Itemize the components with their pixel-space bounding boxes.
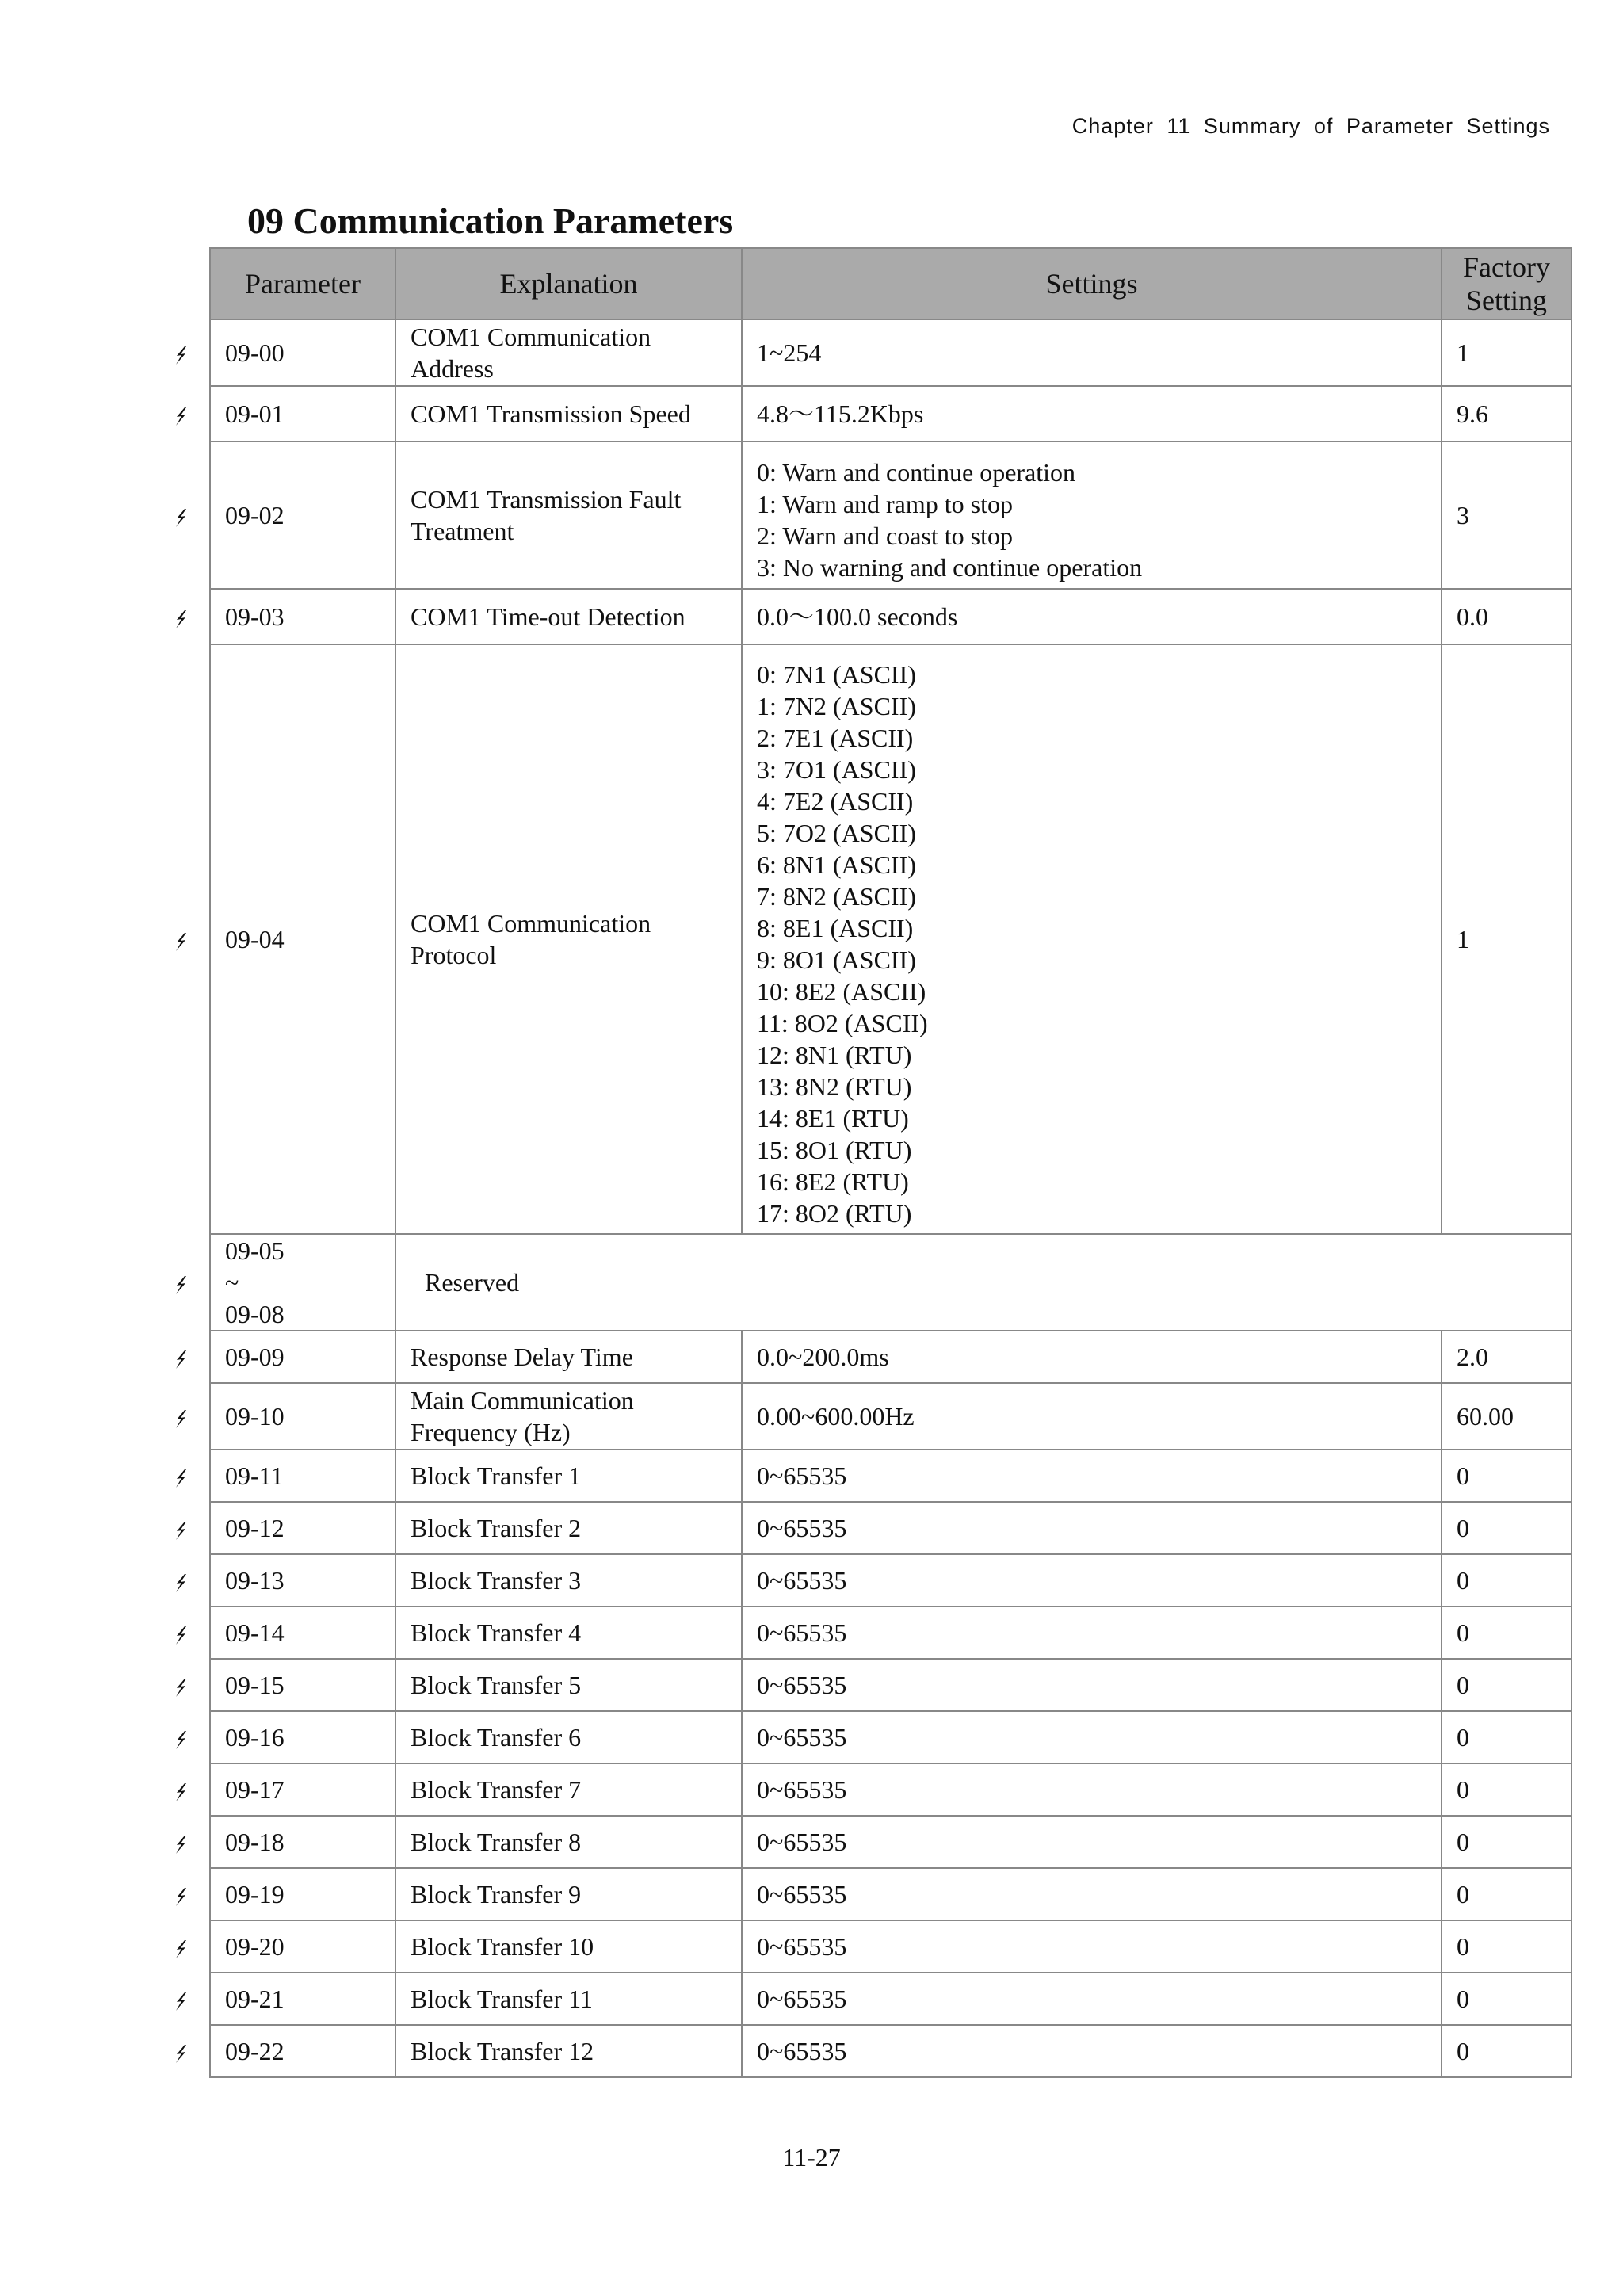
setting-option: 3: No warning and continue operation: [757, 553, 1143, 582]
settings-cell: [742, 1502, 1442, 1554]
table-row: [210, 644, 1571, 1234]
lightning-bolt-icon: [170, 504, 192, 526]
page-number: 11-27: [782, 2143, 841, 2172]
explanation-cell: Block Transfer 9: [395, 1868, 742, 1920]
param-code: 09-05 ~ 09-08: [225, 1236, 285, 1328]
table-row: [210, 1383, 1571, 1450]
lightning-bolt-icon: [170, 1517, 192, 1539]
explanation-cell: COM1 Communication Address: [395, 319, 742, 386]
explanation-cell: Block Transfer 11: [395, 1973, 742, 2025]
lightning-bolt-icon: [170, 1569, 192, 1591]
settings-cell: [742, 589, 1442, 644]
settings-cell: [742, 1868, 1442, 1920]
factory-setting-cell: 9.6: [1442, 386, 1571, 441]
table-row: [210, 1816, 1571, 1868]
table-row: [210, 319, 1571, 386]
settings-cell: [742, 1450, 1442, 1502]
setting-option: 1: Warn and ramp to stop: [757, 490, 1013, 518]
factory-setting-cell: 3: [1442, 441, 1571, 589]
lightning-bolt-icon: [170, 1271, 192, 1293]
param-code: 09-15: [225, 1671, 285, 1699]
page-title: 09 Communication Parameters: [247, 201, 734, 241]
lightning-bolt-icon: [170, 1465, 192, 1487]
setting-option: 0~65535: [757, 1566, 847, 1595]
explanation-cell: Block Transfer 3: [395, 1554, 742, 1606]
setting-option: 0~65535: [757, 1828, 847, 1856]
settings-cell: [742, 1331, 1442, 1383]
setting-option: 0~65535: [757, 1880, 847, 1908]
param-cell: [210, 1920, 395, 1973]
param-code: 09-09: [225, 1343, 285, 1371]
factory-setting-cell: 0: [1442, 1659, 1571, 1711]
param-cell: [210, 386, 395, 441]
settings-cell: [742, 644, 1442, 1234]
factory-setting-cell: 0: [1442, 1554, 1571, 1606]
param-cell: [210, 644, 395, 1234]
lightning-bolt-icon: [170, 1935, 192, 1958]
explanation-cell: Block Transfer 12: [395, 2025, 742, 2077]
setting-option: 0.0～100.0 seconds: [757, 602, 958, 631]
param-code: 09-02: [225, 501, 285, 529]
param-cell: [210, 1234, 395, 1331]
explanation-cell: COM1 Communication Protocol: [395, 644, 742, 1234]
factory-setting-cell: 1: [1442, 319, 1571, 386]
factory-setting-cell: 2.0: [1442, 1331, 1571, 1383]
param-code: 09-16: [225, 1723, 285, 1752]
factory-setting-cell: 0: [1442, 1711, 1571, 1763]
table-row: [210, 441, 1571, 589]
factory-setting-cell: 0: [1442, 2025, 1571, 2077]
setting-option: 11: 8O2 (ASCII): [757, 1009, 928, 1037]
explanation-cell: Block Transfer 10: [395, 1920, 742, 1973]
setting-option: 0.00~600.00Hz: [757, 1402, 915, 1431]
param-code: 09-17: [225, 1775, 285, 1804]
setting-option: 17: 8O2 (RTU): [757, 1199, 912, 1228]
settings-cell: [742, 1763, 1442, 1816]
lightning-bolt-icon: [170, 1346, 192, 1368]
explanation-cell: Block Transfer 5: [395, 1659, 742, 1711]
setting-option: 0: Warn and continue operation: [757, 458, 1076, 487]
table-row: [210, 2025, 1571, 2077]
param-code: 09-19: [225, 1880, 285, 1908]
setting-option: 15: 8O1 (RTU): [757, 1136, 912, 1164]
param-cell: [210, 1450, 395, 1502]
table-body: [210, 319, 1571, 2077]
setting-option: 0: 7N1 (ASCII): [757, 660, 916, 689]
param-cell: [210, 319, 395, 386]
setting-option: 9: 8O1 (ASCII): [757, 946, 916, 974]
explanation-cell: Block Transfer 4: [395, 1606, 742, 1659]
setting-option: 2: 7E1 (ASCII): [757, 724, 914, 752]
param-code: 09-00: [225, 338, 285, 367]
table-row: [210, 1606, 1571, 1659]
setting-option: 0~65535: [757, 1985, 847, 2013]
param-cell: [210, 2025, 395, 2077]
param-code: 09-12: [225, 1514, 285, 1542]
param-cell: [210, 1606, 395, 1659]
setting-option: 0~65535: [757, 1671, 847, 1699]
explanation-cell: Block Transfer 1: [395, 1450, 742, 1502]
param-cell: [210, 1659, 395, 1711]
factory-setting-cell: 0: [1442, 1763, 1571, 1816]
setting-option: 6: 8N1 (ASCII): [757, 850, 916, 879]
setting-option: 0~65535: [757, 1723, 847, 1752]
setting-option: 3: 7O1 (ASCII): [757, 755, 916, 784]
table-row: [210, 1711, 1571, 1763]
settings-cell: [742, 1606, 1442, 1659]
settings-cell: [742, 319, 1442, 386]
explanation-cell: Response Delay Time: [395, 1331, 742, 1383]
setting-option: 4.8～115.2Kbps: [757, 399, 924, 428]
explanation-cell: Block Transfer 6: [395, 1711, 742, 1763]
setting-option: 13: 8N2 (RTU): [757, 1072, 912, 1101]
lightning-bolt-icon: [170, 403, 192, 425]
table-row: [210, 1450, 1571, 1502]
factory-setting-cell: 60.00: [1442, 1383, 1571, 1450]
reserved-cell: Reserved: [395, 1234, 1571, 1331]
table-row: [210, 1502, 1571, 1554]
param-cell: [210, 1973, 395, 2025]
setting-option: 14: 8E1 (RTU): [757, 1104, 909, 1133]
param-code: 09-20: [225, 1932, 285, 1961]
factory-setting-cell: 0: [1442, 1868, 1571, 1920]
param-code: 09-11: [225, 1461, 284, 1490]
setting-option: 0.0~200.0ms: [757, 1343, 889, 1371]
setting-option: 2: Warn and coast to stop: [757, 521, 1013, 550]
param-code: 09-04: [225, 925, 285, 953]
table-row: [210, 1763, 1571, 1816]
settings-cell: [742, 1659, 1442, 1711]
table-row: [210, 1920, 1571, 1973]
setting-option: 10: 8E2 (ASCII): [757, 977, 926, 1006]
param-cell: [210, 1554, 395, 1606]
param-code: 09-18: [225, 1828, 285, 1856]
param-cell: [210, 1711, 395, 1763]
param-code: 09-22: [225, 2037, 285, 2065]
param-cell: [210, 1763, 395, 1816]
setting-option: 8: 8E1 (ASCII): [757, 914, 914, 942]
settings-cell: [742, 1383, 1442, 1450]
param-code: 09-03: [225, 602, 285, 631]
setting-option: 0~65535: [757, 1932, 847, 1961]
lightning-bolt-icon: [170, 1883, 192, 1905]
lightning-bolt-icon: [170, 1405, 192, 1427]
table-header-row: [210, 248, 1571, 319]
setting-option: 1~254: [757, 338, 822, 367]
lightning-bolt-icon: [170, 1778, 192, 1801]
table-row: [210, 1554, 1571, 1606]
setting-option: 0~65535: [757, 2037, 847, 2065]
column-header-factory-setting: Factory Setting: [1442, 248, 1571, 319]
settings-cell: [742, 1920, 1442, 1973]
lightning-bolt-icon: [170, 1831, 192, 1853]
param-code: 09-10: [225, 1402, 285, 1431]
setting-option: 1: 7N2 (ASCII): [757, 692, 916, 720]
factory-setting-cell: 0: [1442, 1502, 1571, 1554]
lightning-bolt-icon: [170, 1988, 192, 2010]
explanation-cell: Main Communication Frequency (Hz): [395, 1383, 742, 1450]
param-cell: [210, 1502, 395, 1554]
column-header-settings: Settings: [742, 248, 1442, 319]
explanation-cell: Block Transfer 7: [395, 1763, 742, 1816]
factory-setting-cell: 1: [1442, 644, 1571, 1234]
setting-option: 4: 7E2 (ASCII): [757, 787, 914, 816]
table-row: [210, 1973, 1571, 2025]
column-header-explanation: Explanation: [395, 248, 742, 319]
table-row: [210, 1234, 1571, 1331]
lightning-bolt-icon: [170, 1726, 192, 1748]
lightning-bolt-icon: [170, 1674, 192, 1696]
table-row: [210, 1659, 1571, 1711]
table-row: [210, 1331, 1571, 1383]
lightning-bolt-icon: [170, 342, 192, 364]
settings-cell: [742, 2025, 1442, 2077]
param-cell: [210, 1383, 395, 1450]
factory-setting-cell: 0: [1442, 1450, 1571, 1502]
explanation-cell: Block Transfer 8: [395, 1816, 742, 1868]
param-cell: [210, 441, 395, 589]
settings-cell: [742, 441, 1442, 589]
param-cell: [210, 1331, 395, 1383]
param-code: 09-21: [225, 1985, 285, 2013]
settings-cell: [742, 1711, 1442, 1763]
table-row: [210, 589, 1571, 644]
lightning-bolt-icon: [170, 928, 192, 950]
param-cell: [210, 1868, 395, 1920]
factory-setting-cell: 0: [1442, 1973, 1571, 2025]
explanation-cell: COM1 Transmission Fault Treatment: [395, 441, 742, 589]
param-cell: [210, 589, 395, 644]
setting-option: 0~65535: [757, 1618, 847, 1647]
param-cell: [210, 1816, 395, 1868]
table-row: [210, 1868, 1571, 1920]
table-row: [210, 386, 1571, 441]
parameter-table: [209, 247, 1572, 2078]
factory-setting-cell: 0.0: [1442, 589, 1571, 644]
setting-option: 12: 8N1 (RTU): [757, 1041, 912, 1069]
settings-cell: [742, 1554, 1442, 1606]
settings-cell: [742, 1816, 1442, 1868]
setting-option: 0~65535: [757, 1775, 847, 1804]
factory-setting-cell: 0: [1442, 1606, 1571, 1659]
setting-option: 0~65535: [757, 1514, 847, 1542]
factory-setting-cell: 0: [1442, 1920, 1571, 1973]
setting-option: 5: 7O2 (ASCII): [757, 819, 916, 847]
param-code: 09-13: [225, 1566, 285, 1595]
explanation-cell: COM1 Transmission Speed: [395, 386, 742, 441]
lightning-bolt-icon: [170, 606, 192, 628]
explanation-cell: Block Transfer 2: [395, 1502, 742, 1554]
column-header-parameter: Parameter: [210, 248, 395, 319]
setting-option: 16: 8E2 (RTU): [757, 1167, 909, 1196]
setting-option: 7: 8N2 (ASCII): [757, 882, 916, 911]
param-code: 09-14: [225, 1618, 285, 1647]
chapter-header: Chapter 11 Summary of Parameter Settings: [1071, 114, 1550, 138]
settings-cell: [742, 386, 1442, 441]
setting-option: 0~65535: [757, 1461, 847, 1490]
param-code: 09-01: [225, 399, 285, 428]
lightning-bolt-icon: [170, 2040, 192, 2062]
lightning-bolt-icon: [170, 1622, 192, 1644]
settings-cell: [742, 1973, 1442, 2025]
explanation-cell: COM1 Time-out Detection: [395, 589, 742, 644]
factory-setting-cell: 0: [1442, 1816, 1571, 1868]
